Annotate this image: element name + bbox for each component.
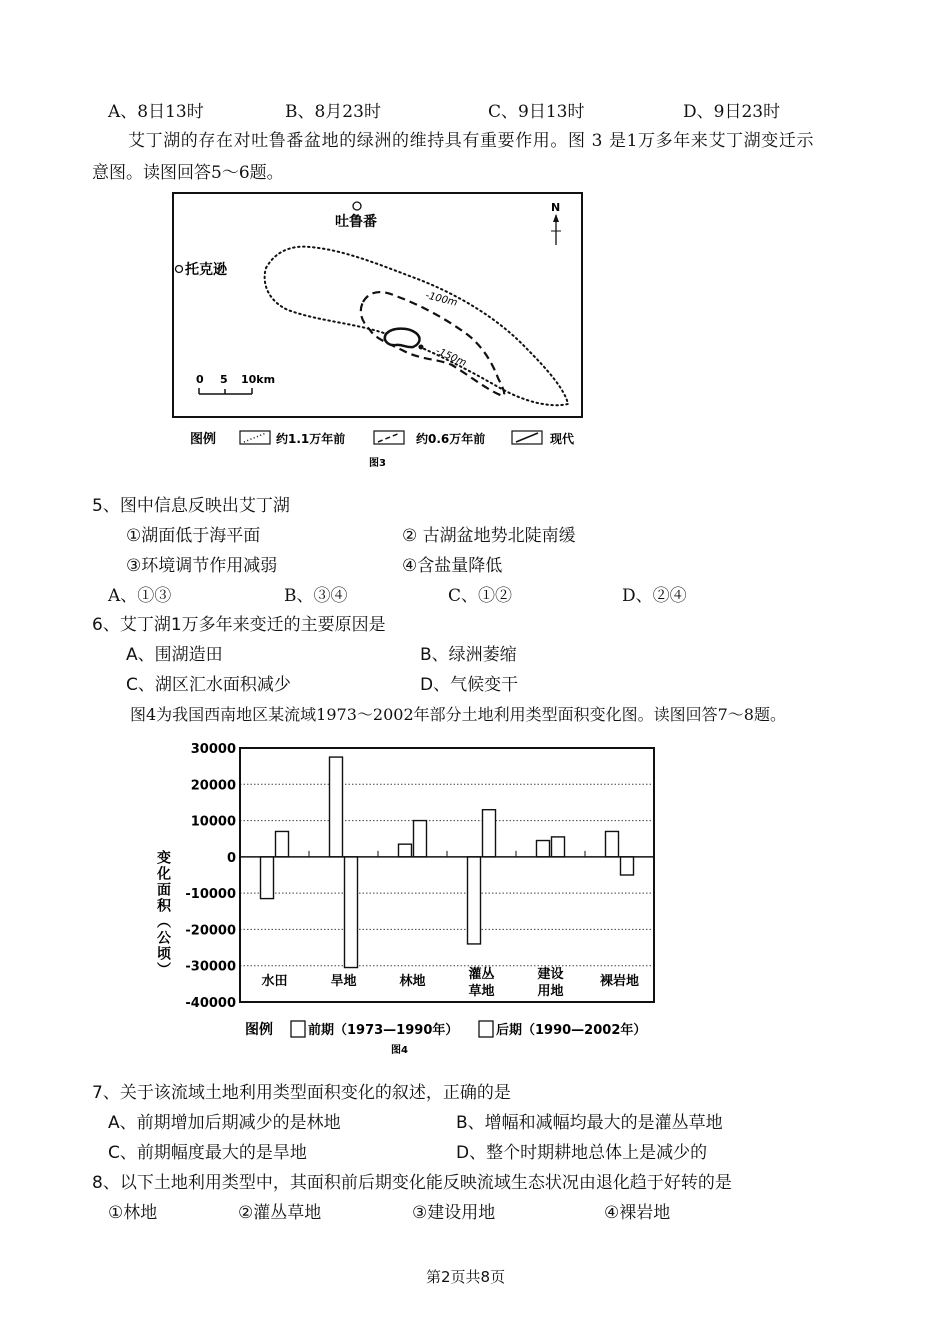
bar	[621, 857, 634, 875]
chart-ylabel: 变化面积（公顷）	[155, 850, 171, 978]
q7-option-b: B、增幅和减幅均最大的是灌丛草地	[456, 1113, 723, 1133]
q8-stem: 8、以下土地利用类型中，其面积前后期变化能反映流域生态状况由退化趋于好转的是	[92, 1173, 732, 1193]
y-tick-label: -20000	[185, 923, 236, 939]
q4-option-a: A、8日13时	[108, 102, 204, 122]
map-frame	[173, 193, 582, 417]
lake-extent-6k	[361, 292, 504, 396]
bar	[414, 821, 427, 857]
q5-statement-3: ③环境调节作用减弱	[126, 556, 278, 576]
q7-stem: 7、关于该流域土地利用类型面积变化的叙述，正确的是	[92, 1083, 511, 1103]
contour-150m: -150m	[433, 345, 468, 369]
q7-option-a: A、前期增加后期减少的是林地	[108, 1113, 341, 1133]
y-tick-label: -40000	[185, 996, 236, 1011]
y-tick-label: -30000	[185, 959, 236, 975]
q8-option-3: ③建设用地	[412, 1203, 496, 1223]
lake-modern	[385, 329, 420, 348]
x-category-label: 旱地	[330, 974, 357, 989]
north-label: N	[551, 201, 561, 214]
contour-100m: -100m	[424, 290, 459, 309]
y-tick-label: 0	[226, 850, 236, 866]
q8-option-2: ②灌丛草地	[238, 1203, 322, 1223]
scale-0: 0	[196, 373, 204, 386]
legend-title-fig3: 图例	[190, 432, 217, 447]
intro-56-line1: 艾丁湖的存在对吐鲁番盆地的绿洲的维持具有重要作用。图 3 是1万多年来艾丁湖变迁示	[128, 131, 815, 151]
y-tick-label: -10000	[185, 887, 236, 903]
figure-3-caption: 图3	[369, 458, 386, 469]
scale-10km: 10km	[241, 373, 276, 386]
bar	[606, 831, 619, 856]
plot-frame	[240, 748, 654, 1002]
x-category-label: 林地	[399, 974, 426, 989]
q4-option-c: C、9日13时	[488, 102, 585, 122]
q6-option-a: A、围湖造田	[126, 645, 223, 665]
scale-5: 5	[220, 373, 228, 386]
legend-late: 后期（1990—2002年）	[496, 1023, 647, 1038]
x-category-label: 建设	[537, 967, 564, 982]
lake-extent-11k	[265, 247, 568, 406]
intro-78: 图4为我国西南地区某流域1973～2002年部分土地利用类型面积变化图。读图回答7～8题。	[130, 705, 786, 724]
bar	[468, 857, 481, 944]
tulufan-dot	[353, 202, 361, 210]
q5-option-d: D、②④	[622, 586, 687, 606]
bar	[399, 844, 412, 857]
q8-option-1: ①林地	[108, 1203, 158, 1223]
y-tick-label: 10000	[190, 814, 236, 830]
legend-modern: 现代	[550, 432, 575, 446]
legend-6k: 约0.6万年前	[416, 432, 486, 446]
bar	[537, 841, 550, 857]
x-category-label: 用地	[537, 984, 564, 999]
bar	[552, 837, 565, 857]
q5-statement-4: ④含盐量降低	[402, 556, 503, 576]
q5-option-b: B、③④	[284, 586, 348, 606]
q5-option-a: A、①③	[108, 586, 172, 606]
figure-4-caption: 图4	[391, 1045, 408, 1056]
page-footer: 第2页共8页	[426, 1268, 506, 1286]
q6-option-c: C、湖区汇水面积减少	[126, 675, 291, 695]
legend-early: 前期（1973—1990年）	[308, 1023, 459, 1038]
q4-option-b: B、8月23时	[285, 102, 381, 122]
figure-3-map	[170, 190, 590, 480]
label-tulufan: 吐鲁番	[335, 214, 377, 230]
q5-stem: 5、图中信息反映出艾丁湖	[92, 496, 290, 516]
q6-stem: 6、艾丁湖1万多年来变迁的主要原因是	[92, 615, 386, 635]
q5-statement-2: ② 古湖盆地势北陡南缓	[402, 526, 576, 546]
figure-4-chart	[145, 735, 675, 1060]
q6-option-d: D、气候变干	[420, 675, 519, 695]
y-tick-label: 20000	[190, 778, 236, 794]
x-category-label: 灌丛	[468, 967, 495, 982]
x-category-label: 水田	[261, 974, 288, 989]
q6-option-b: B、绿洲萎缩	[420, 645, 517, 665]
tuokexun-dot	[176, 266, 183, 273]
x-category-label: 裸岩地	[599, 974, 640, 989]
bar	[483, 810, 496, 857]
intro-56-line2: 意图。读图回答5～6题。	[92, 163, 284, 183]
label-tuokexun: 托克逊	[185, 262, 227, 278]
q7-option-d: D、整个时期耕地总体上是减少的	[456, 1143, 708, 1163]
bar	[330, 757, 343, 857]
legend-11k: 约1.1万年前	[276, 432, 346, 446]
q4-option-d: D、9日23时	[683, 102, 781, 122]
y-tick-label: 30000	[190, 742, 236, 757]
legend-swatch-early	[291, 1021, 305, 1037]
legend-title-fig4: 图例	[245, 1022, 273, 1038]
q5-option-c: C、①②	[448, 586, 513, 606]
q8-option-4: ④裸岩地	[604, 1203, 671, 1223]
bar	[276, 831, 289, 856]
legend-swatch-late	[479, 1021, 493, 1037]
bar	[261, 857, 274, 899]
x-category-label: 草地	[468, 984, 495, 999]
q7-option-c: C、前期幅度最大的是旱地	[108, 1143, 307, 1163]
bar	[345, 857, 358, 968]
q5-statement-1: ①湖面低于海平面	[126, 526, 261, 546]
